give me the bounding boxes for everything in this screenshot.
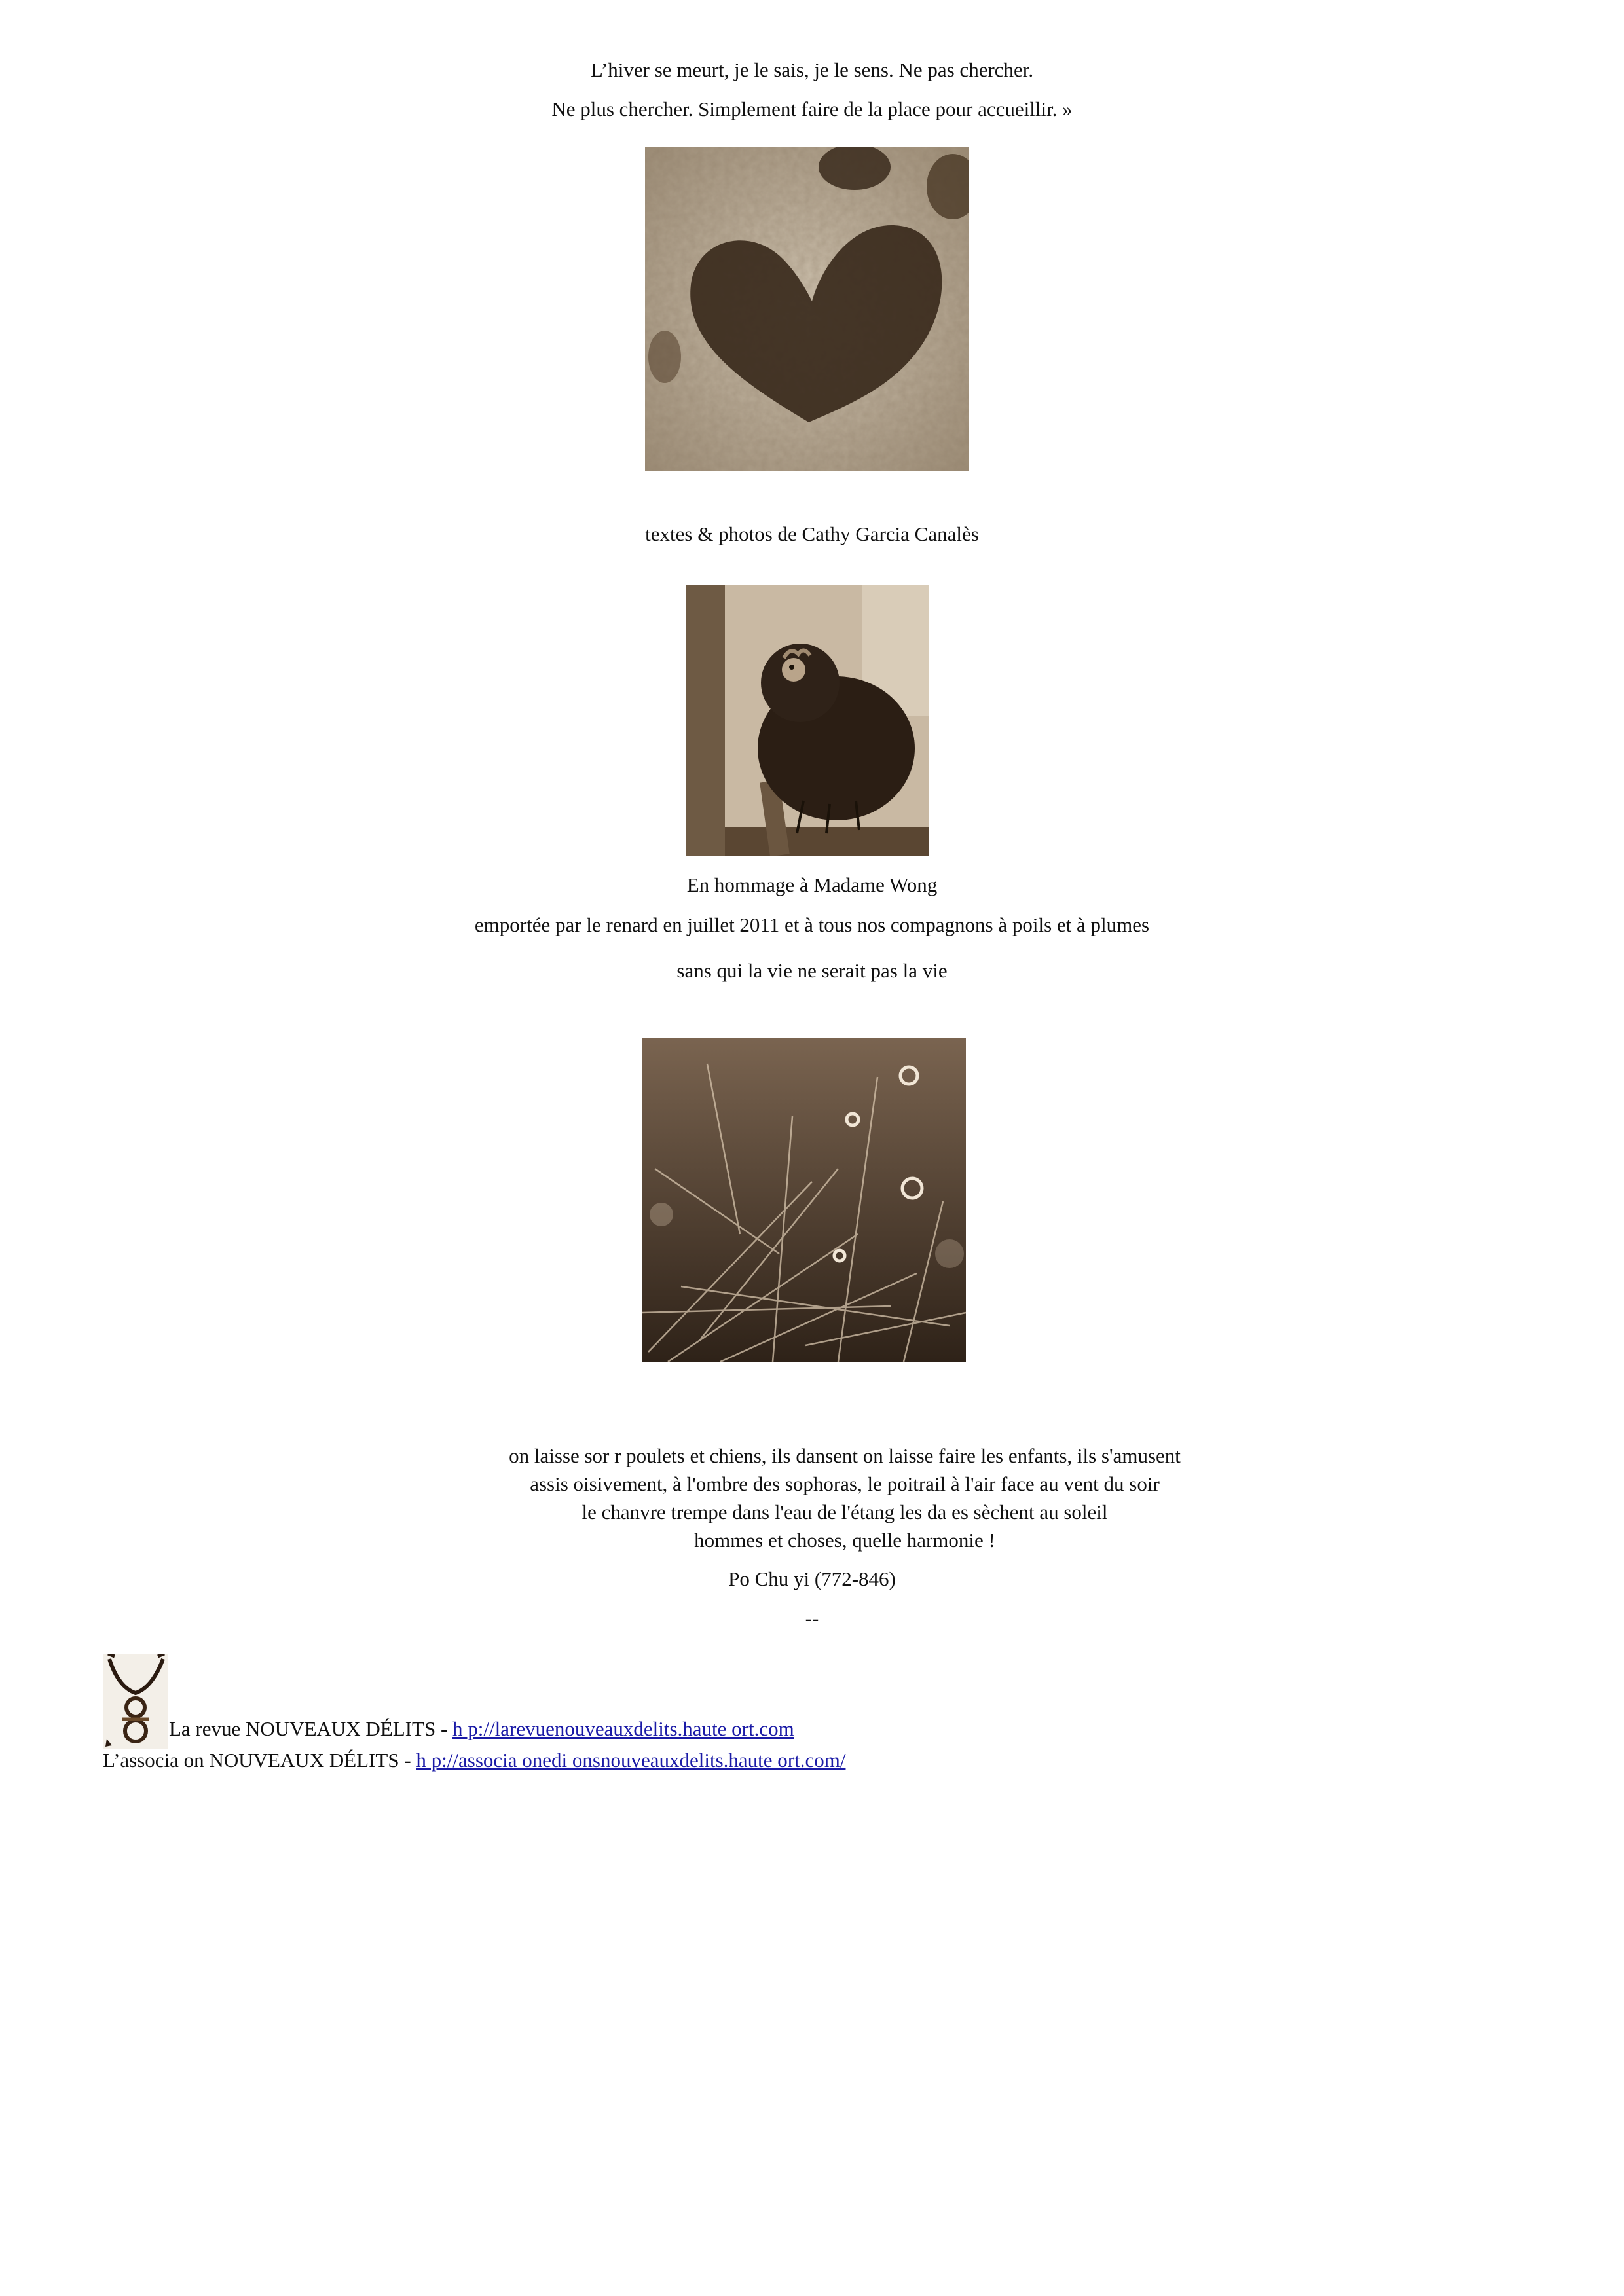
poem-line-1: on laisse sor r poulets et chiens, ils dansent on laisse faire les enfants, ils s'amusent bbox=[509, 1444, 1181, 1467]
poem-separator: -- bbox=[805, 1607, 819, 1630]
credit-line: textes & photos de Cathy Garcia Canalès bbox=[645, 522, 979, 545]
hommage-line-3: sans qui la vie ne serait pas la vie bbox=[676, 959, 948, 982]
poem bbox=[485, 1442, 1205, 1554]
footer-revue-line bbox=[169, 1716, 794, 1742]
hommage-line-2: emportée par le renard en juillet 2011 et à tous nos compagnons à poils et à plumes bbox=[474, 913, 1150, 936]
footer-association-label: L’associa on NOUVEAUX DÉLITS - bbox=[103, 1749, 416, 1772]
poem-line-4: hommes et choses, quelle harmonie ! bbox=[694, 1529, 995, 1552]
footer-association-link[interactable]: h p://associa onedi onsnouveauxdelits.haute ort.com/ bbox=[416, 1749, 846, 1772]
nouveaux-delits-logo-icon bbox=[103, 1654, 168, 1749]
intro-line-2: Ne plus chercher. Simplement faire de la place pour accueillir. » bbox=[551, 98, 1073, 120]
poem-line-2: assis oisivement, à l'ombre des sophoras, le poitrail à l'air face au vent du soir bbox=[530, 1472, 1160, 1495]
footer-revue-label: La revue NOUVEAUX DÉLITS - bbox=[169, 1717, 453, 1740]
grass-photo bbox=[642, 1038, 966, 1362]
footer-association-line bbox=[103, 1747, 845, 1774]
intro-line-1: L’hiver se meurt, je le sais, je le sens. Ne pas chercher. bbox=[590, 58, 1034, 81]
poem-line-3: le chanvre trempe dans l'eau de l'étang les da es sèchent au soleil bbox=[581, 1501, 1108, 1523]
moss-heart-photo bbox=[645, 147, 969, 471]
footer-revue-link[interactable]: h p://larevuenouveauxdelits.haute ort.com bbox=[452, 1717, 794, 1740]
hommage-line-1: En hommage à Madame Wong bbox=[686, 873, 938, 896]
poem-author: Po Chu yi (772-846) bbox=[728, 1567, 896, 1590]
hen-photo bbox=[686, 585, 929, 856]
